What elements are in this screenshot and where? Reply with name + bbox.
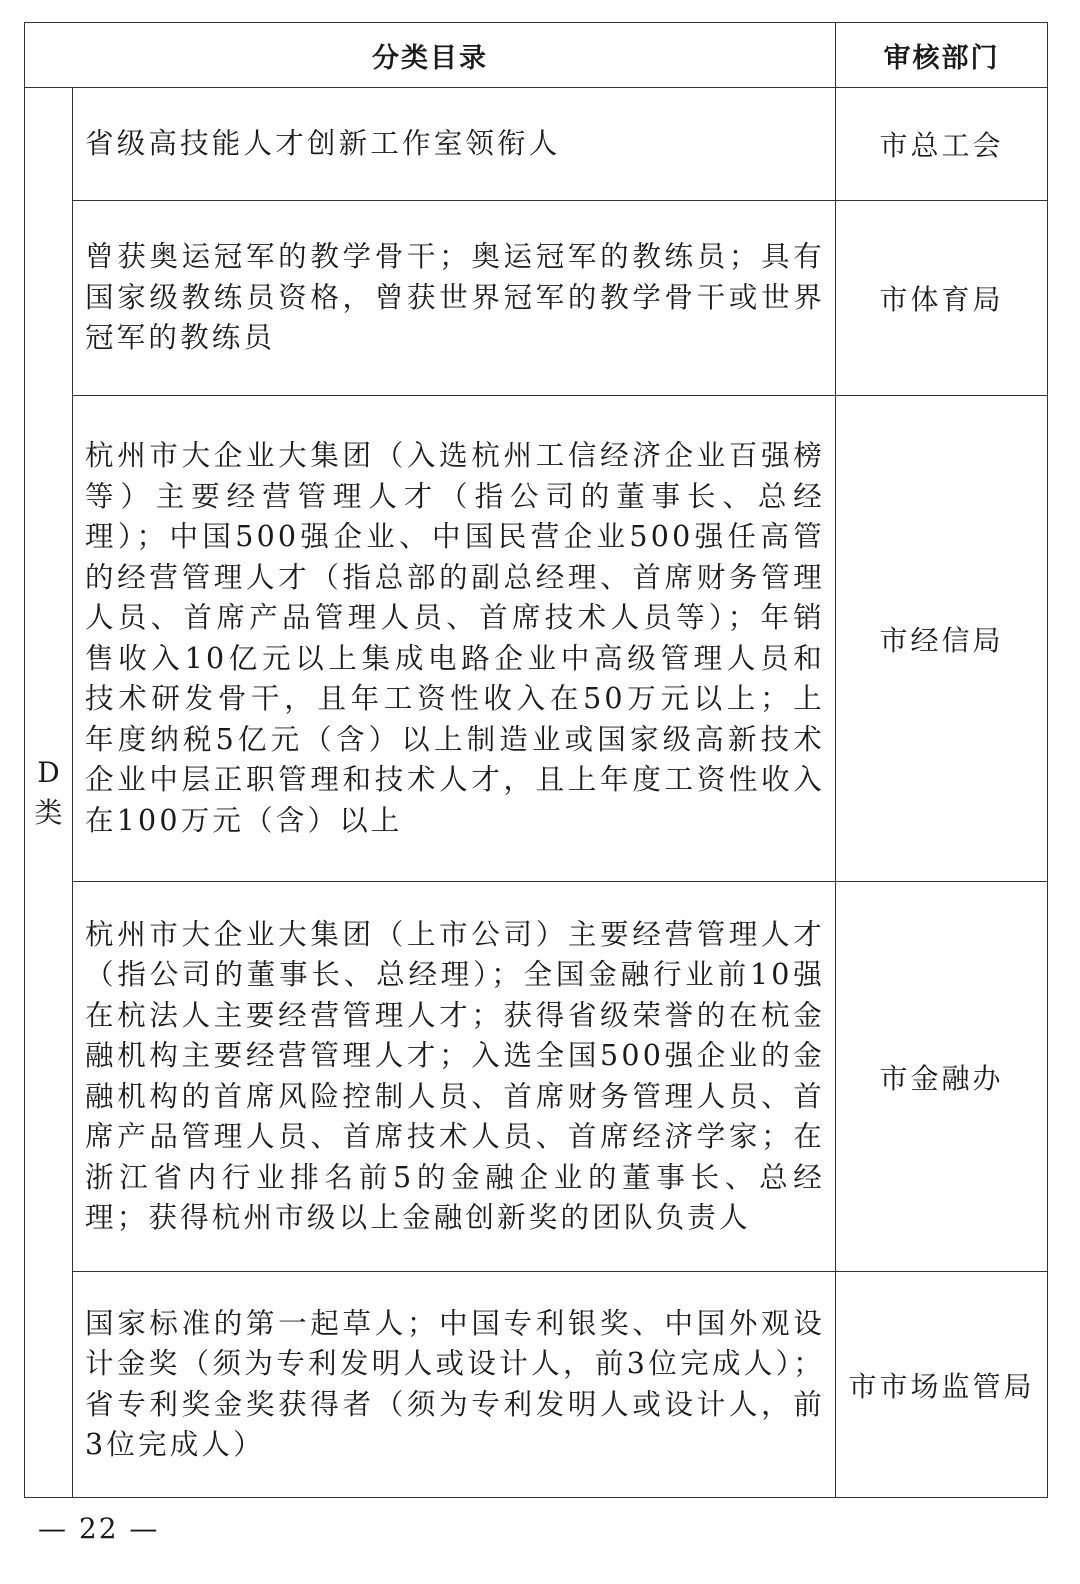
row-department: 市金融办 [836, 882, 1048, 1272]
row-description: 国家标准的第一起草人；中国专利银奖、中国外观设计金奖（须为专利发明人或设计人，前3位完成人）；省专利奖金奖获得者（须为专利发明人或设计人，前3位完成人） [73, 1272, 836, 1498]
category-letter: D [37, 755, 60, 789]
row-description: 杭州市大企业大集团（入选杭州工信经济企业百强榜等）主要经营管理人才（指公司的董事长、总经理）；中国500强企业、中国民营企业500强任高管的经营管理人才（指总部的副总经理、首席财务管理人员、首席产品管理人员、首席技术人员等）；年销售收入10亿元以上集成电路企业中高级管理人员和技术研发骨干，且年工资性收入在50万元以上；上年度纳税5亿元（含）以上制造业或国家级高新技术企业中层正职管理和技术人才，且上年度工资性收入在100万元（含）以上 [73, 396, 836, 882]
table-row [25, 882, 1048, 1272]
row-description: 杭州市大企业大集团（上市公司）主要经营管理人才（指公司的董事长、总经理）；全国金融行业前10强在杭法人主要经营管理人才；获得省级荣誉的在杭金融机构主要经营管理人才；入选全国500强企业的金融机构的首席风险控制人员、首席财务管理人员、首席产品管理人员、首席技术人员、首席经济学家；在浙江省内行业排名前5的金融企业的董事长、总经理；获得杭州市级以上金融创新奖的团队负责人 [73, 882, 836, 1272]
category-suffix: 类 [34, 795, 63, 829]
table-row [25, 1272, 1048, 1498]
row-description: 曾获奥运冠军的教学骨干；奥运冠军的教练员；具有国家级教练员资格，曾获世界冠军的教学骨干或世界冠军的教练员 [73, 201, 836, 396]
row-description: 省级高技能人才创新工作室领衔人 [73, 88, 836, 201]
table-row [25, 201, 1048, 396]
row-department: 市体育局 [836, 201, 1048, 396]
row-department: 市市场监管局 [836, 1272, 1048, 1498]
page-number: — 22 — [38, 1512, 160, 1545]
header-row [25, 23, 1048, 88]
category-cell [25, 88, 73, 1498]
header-category: 分类目录 [25, 23, 836, 88]
table-row [25, 396, 1048, 882]
row-department: 市经信局 [836, 396, 1048, 882]
header-department: 审核部门 [836, 23, 1048, 88]
table-row [25, 88, 1048, 201]
category-table [24, 22, 1048, 1498]
row-department: 市总工会 [836, 88, 1048, 201]
